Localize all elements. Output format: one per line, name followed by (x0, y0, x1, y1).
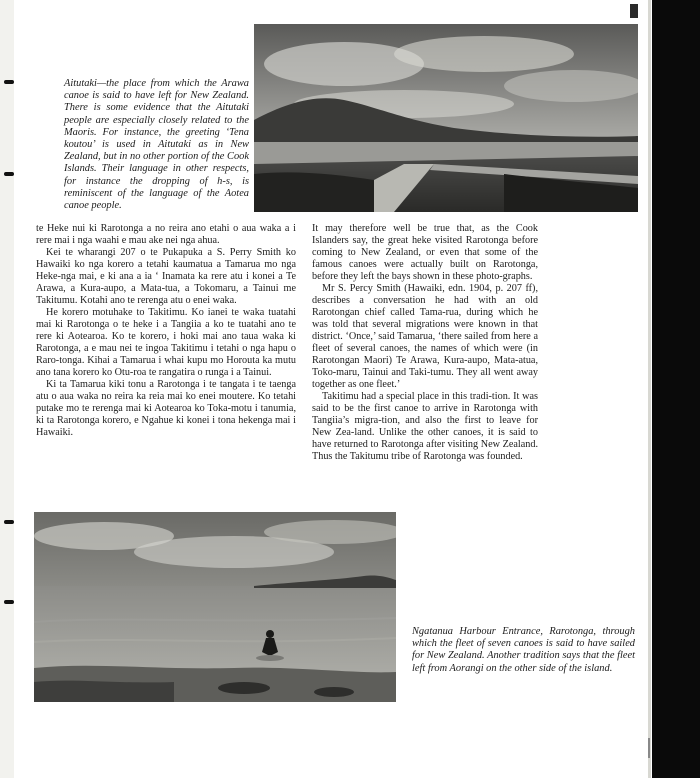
maori-paragraph: Ki ta Tamarua kiki tonu a Rarotonga i te tangata i te taenga atu o aua waka no reira ka reia mai ko enei moutere. Ko tetahi putake mo te rerenga mai ki Aotearoa ko Toka-motu i tanumia, ki ta Rarotonga korero, e Ngahue ki konei i tona hekenga mai i Hawaiki. (36, 379, 296, 438)
binding-mark (4, 520, 14, 524)
ngatanua-harbour-photo-image (34, 512, 396, 702)
ngatanua-caption: Ngatanua Harbour Entrance, Rarotonga, through which the fleet of seven canoes is said to have sailed for New Zealand. Another tradition says that the fleet left from Aorangi on the other side of the island. (412, 626, 635, 674)
binding-mark (4, 172, 14, 176)
maori-paragraph: Kei te wharangi 207 o te Pukapuka a S. Perry Smith ko Hawaiki ko nga korero a tetahi kaumatua a Tamarua mo nga Heke-nga mai, e ki ana a ia ‘ Inamata ka rere atu i konei a Te Arawa, a Kura-aupo, a Mata-tua, a Tokomaru, a Tainui me Takitumu. Kotahi ano te rerenga atu o enei waka. (36, 247, 296, 306)
maori-paragraph: te Heke nui ki Rarotonga a no reira ano etahi o aua waka a i rere mai i nga waahi e mau ake nei nga ahua. (36, 223, 296, 246)
english-paragraph: Takitimu had a special place in this tradi-tion. It was said to be the first canoe to arrive in Rarotonga with Tangiia’s migra-tion, and also the first to leave for New Zea-land. Unlike the other canoes, it is said to have returned to Rarotonga after visiting New Zealand. Thus the Takitumu tribe of Rarotonga was founded. (312, 391, 538, 462)
page-left-margin (0, 0, 14, 778)
english-paragraph: Mr S. Percy Smith (Hawaiki, edn. 1904, p. 207 ff), describes a conversation he had with an old Rarotongan chief called Tama-rua, during which he was told that several migrations were known in that district. ‘Once,’ said Tamarua, ‘there sailed from here a fleet of several canoes, the names of which were (in Rarotongan Maori) Te Arawa, Kura-aupo, Mata-atua, Toko-maru, Tainui and Taki-tumu. They all went away together as one fleet.’ (312, 283, 538, 390)
binding-mark (4, 600, 14, 604)
english-text-column (312, 223, 538, 463)
page-edge (648, 0, 651, 778)
maori-paragraph: He korero motuhake to Takitimu. Ko ianei te waka tuatahi mai ki Rarotonga o te heke i a Tangiia a ko te tuatahi ano te rere ki Aotearoa. Ko te korero, i hoki mai ano taua waka ki Rarotonga, a e mau nei te ingoa Takitimu i tetahi o nga hapu o Raro-tonga. Kihai a Tamarua i whai kupu mo Horouta ka mutu ano tana korero ko Otu-roa te rangatira o runga i a Tainui. (36, 307, 296, 378)
page-right-margin (652, 0, 700, 778)
maori-text-column (36, 223, 296, 439)
ngatanua-harbour-photo (34, 512, 396, 702)
aitutaki-caption: Aitutaki—the place from which the Arawa canoe is said to have left for New Zealand. There is some evidence that the Aitutaki people are especially closely related to the Maoris. For instance, the greeting ‘Tena koutou’ is used in Aitutaki as in New Zealand, but in no other portion of the Cook Islands. Their language in other respects, for instance the dropping of h-s, is reminiscent of the language of the Aotea canoe people. (64, 78, 249, 212)
page-edge-mark (648, 738, 650, 758)
aitutaki-photo-image (254, 24, 638, 212)
english-paragraph: It may therefore well be true that, as the Cook Islanders say, the great heke visited Rarotonga before coming to New Zealand, or even that some of the famous canoes were actually built on Rarotonga, before they left the bays shown in these photo-graphs. (312, 223, 538, 282)
binding-mark (4, 80, 14, 84)
aitutaki-photo (254, 24, 638, 212)
corner-mark (630, 4, 638, 18)
